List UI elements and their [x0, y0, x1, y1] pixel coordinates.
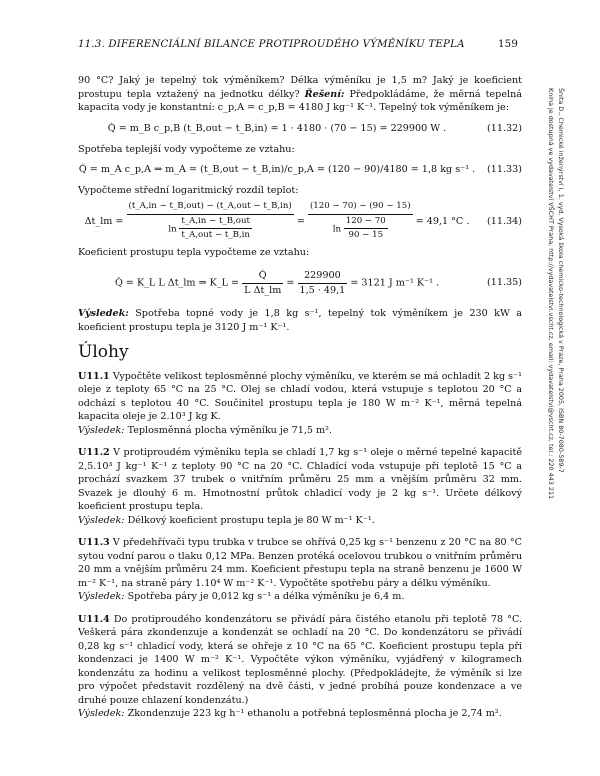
- ln-label: ln: [168, 224, 177, 235]
- task-id: U11.2: [78, 447, 110, 458]
- task-u11-1: [78, 370, 522, 438]
- result-label: Výsledek:: [78, 308, 129, 319]
- task-result-text: Teplosměnná plocha výměníku je 71,5 m².: [127, 424, 333, 436]
- lmtd-result: = 49,1 °C .: [415, 216, 470, 227]
- task-id: U11.1: [78, 370, 110, 382]
- task-u11-2: [78, 446, 522, 527]
- equation-expression: Q̇ = m_B c_p,B (t_B,out − t_B,in) = 1 · 4180 · (70 − 15) = 229900 W .: [107, 122, 447, 134]
- ln-label: ln: [332, 224, 342, 235]
- fraction-numerator: Q̇: [242, 269, 283, 284]
- section-heading: Úlohy: [78, 342, 129, 362]
- fraction-denominator: L Δt_lm: [244, 284, 282, 296]
- kl-result: = 3121 J m⁻¹ K⁻¹ .: [350, 277, 440, 289]
- equation-11-32: [78, 118, 522, 140]
- task-text: Do protiproudého kondenzátoru se přivádí pára čistého etanolu při teplotě 78 °C. Veškerá pára zkondenzuje a kondenzát se ochladí na 20 °C. Do kondenzátoru se přivádí 0,28 kg s⁻¹ chladicí vody, která se ohřeje z 10 °C na 65 °C. Koeficient prostupu tepla při kondenzaci je 1400 W m⁻² K⁻¹. Vypočtěte výkon výměníku, vyjádřený v kilogramech kondenzátu za hodinu a velikost teplosměnné plochy. (Předpokládejte, že výměník si lze pro výpočet představit rozdělený na dvě části, v jedné probíhá pouze kondenzace a ve druhé pouze chlazení kondenzátu.): [78, 613, 522, 706]
- equation-expression: [78, 200, 476, 243]
- text-after-eq1: Spotřeba teplejší vody vypočteme ze vztahu:: [78, 143, 295, 155]
- intro-paragraph: [78, 74, 522, 115]
- page-body: [78, 74, 522, 721]
- running-title: 11.3. DIFERENCIÁLNÍ BILANCE PROTIPROUDÉHO VÝMĚNÍKU TEPLA: [78, 39, 465, 50]
- intro-text-1: 90 °C? Jaký je tepelný tok výměníkem? Délka výměníku je 1,5 m? Jaký je koeficient prostupu tepla vztažený na jednotku délky?: [78, 75, 522, 100]
- fraction-denominator: 1,5 · 49,1: [299, 284, 346, 296]
- sidebar-line-2: Kniha je dostupná ve vydavatelství VŠCHT Praha, http://vydavatelstvi.vscht.cz, email: vydavatelstvi@vscht.cz, tel.: 220 443 211: [547, 88, 555, 500]
- task-text: Vypočtěte velikost teplosměnné plochy výměníku, ve kterém se má ochladit 2 kg s⁻¹ oleje z teploty 65 °C na 25 °C. Olej se chladí vodou, která vstupuje s teplotou 20 °C a odchází s teplotou 40 °C. Součinitel prostupu tepla je 180 W m⁻² K⁻¹, měrná tepelná kapacita oleje je 2.10³ J kg K.: [78, 370, 522, 422]
- task-result-label: Výsledek:: [78, 424, 125, 436]
- lmtd-fraction-symbolic: [127, 200, 294, 243]
- lmtd-lhs: Δt_lm =: [84, 216, 124, 227]
- intro-text-2: Předpokládáme, že měrná tepelná kapacita vody je konstantní: c_p,A = c_p,B = 4180 J kg⁻¹ K⁻¹. Tepelný tok výměníkem je:: [78, 88, 522, 113]
- task-result-label: Výsledek:: [78, 514, 125, 526]
- equals-sign: =: [296, 216, 305, 227]
- result-paragraph: [78, 307, 522, 334]
- task-result-text: Délkový koeficient prostupu tepla je 80 W m⁻¹ K⁻¹.: [127, 514, 375, 526]
- sidebar-citation: [546, 88, 566, 499]
- kl-lhs: Q̇ = K_L L Δt_lm ⇒ K_L =: [114, 277, 240, 289]
- ln-numerator: t_A,in − t_B,out: [179, 215, 252, 230]
- equation-11-33: [78, 159, 522, 181]
- ln-denominator: t_A,out − t_B,in: [181, 230, 250, 241]
- equation-number: (11.35): [487, 277, 522, 289]
- fraction-numerator: (120 − 70) − (90 − 15): [308, 200, 413, 215]
- result-text: Spotřeba topné vody je 1,8 kg s⁻¹, tepelný tok výměníkem je 230 kW a koeficient prostupu tepla je 3120 J m⁻¹ K⁻¹.: [78, 308, 522, 333]
- lmtd-fraction-numeric: [308, 200, 413, 243]
- equals-sign: =: [286, 277, 295, 289]
- task-text: V protiproudém výměníku tepla se chladí 1,7 kg s⁻¹ oleje o měrné tepelné kapacitě 2,5.10³ J kg⁻¹ K⁻¹ z teploty 90 °C na 20 °C. Chladící voda vstupuje při teplotě 15 °C a prochází svazkem 37 trubek o vnitřním průměru 25 mm a vnějším průměru 32 mm. Svazek je dlouhý 6 m. Hmotnostní průtok chladicí vody je 2 kg s⁻¹. Určete délkový koeficient prostupu tepla.: [78, 447, 522, 512]
- task-u11-4: [78, 613, 522, 721]
- page-number: 159: [497, 39, 518, 50]
- text-after-eq2: Vypočteme střední logaritmický rozdíl teplot:: [78, 185, 299, 196]
- equation-11-35: [78, 262, 522, 304]
- task-result-label: Výsledek:: [78, 708, 125, 719]
- task-result-label: Výsledek:: [78, 591, 125, 602]
- kl-fraction-symbolic: [242, 269, 283, 297]
- task-result-text: Zkondenzuje 223 kg h⁻¹ ethanolu a potřebná teplosměnná plocha je 2,74 m².: [127, 708, 502, 719]
- task-result-text: Spotřeba páry je 0,012 kg s⁻¹ a délka výměníku je 6,4 m.: [127, 591, 405, 602]
- sidebar-line-1: Šnita D., Chemické inženýrství I, 1. vyd. Vysoká škola chemicko-technologická v Praze, Praha 2005, ISBN 80-7080-589-7: [557, 88, 565, 473]
- kl-fraction-numeric: [298, 269, 348, 297]
- running-header: [78, 39, 518, 50]
- equation-expression: [78, 269, 476, 297]
- fraction-numerator: (t_A,in − t_B,out) − (t_A,out − t_B,in): [127, 200, 294, 215]
- equation-expression: Q̇ = m_A c_p,A ⇒ m_A = (t_B,out − t_B,in)/c_p,A = (120 − 90)/4180 = 1,8 kg s⁻¹ .: [78, 164, 476, 176]
- solution-label: Řešení:: [304, 88, 345, 100]
- equation-number: (11.32): [487, 122, 522, 134]
- ln-numerator: 120 − 70: [344, 215, 388, 230]
- equation-11-34: [78, 201, 522, 243]
- task-id: U11.3: [78, 537, 110, 548]
- ln-fraction: [344, 215, 388, 243]
- task-text: V předehřívači typu trubka v trubce se ohřívá 0,25 kg s⁻¹ benzenu z 20 °C na 80 °C sytou vodní parou o tlaku 0,12 MPa. Benzen protéká ocelovou trubkou o vnitřním průměru 20 mm a vnějším průměru 24 mm. Koeficient přestupu tepla na straně benzenu je 1600 W m⁻² K⁻¹, na straně páry 1.10⁴ W m⁻² K⁻¹. Vypočtěte spotřebu páry a délku výměníku.: [78, 537, 522, 589]
- fraction-numerator: 229900: [298, 269, 348, 284]
- ln-denominator: 90 − 15: [348, 230, 384, 241]
- equation-number: (11.33): [487, 164, 522, 176]
- fraction-denominator: [308, 215, 413, 243]
- ln-fraction: [179, 215, 252, 243]
- task-u11-3: [78, 536, 522, 604]
- task-id: U11.4: [78, 613, 110, 625]
- text-after-eq3: Koeficient prostupu tepla vypočteme ze vztahu:: [78, 246, 310, 258]
- equation-number: (11.34): [487, 215, 522, 227]
- fraction-denominator: [127, 215, 294, 243]
